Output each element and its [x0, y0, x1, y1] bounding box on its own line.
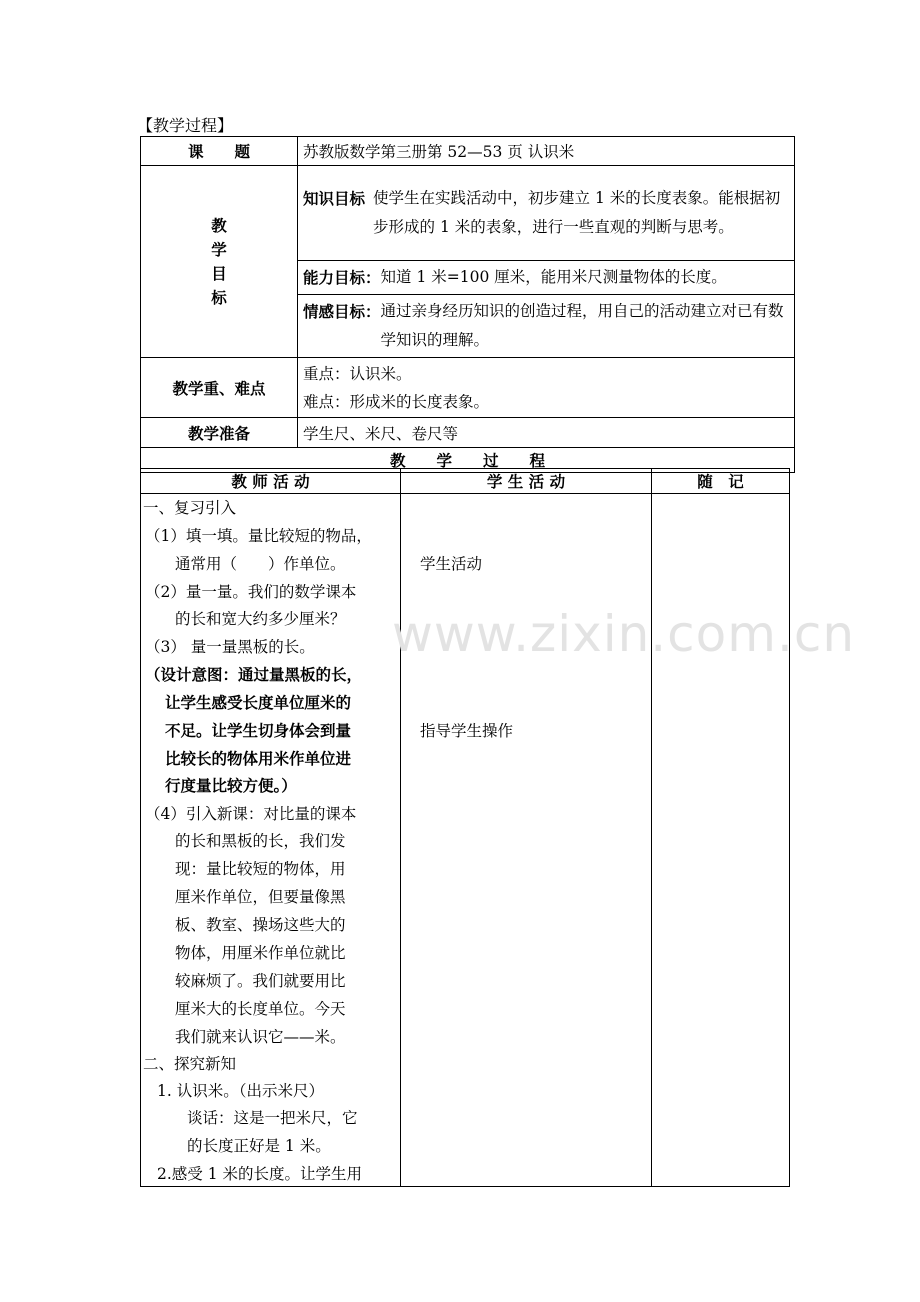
- topic-label: 课 题: [141, 137, 298, 166]
- teacher-activity-header: 教 师 活 动: [141, 469, 401, 494]
- teacher-line: 较麻烦了。我们就要用比: [175, 972, 346, 990]
- student-activity-header: 学 生 活 动: [401, 469, 652, 494]
- teacher-line: 的长度正好是 1 米。: [187, 1137, 331, 1155]
- knowledge-objective-label: 知识目标: [303, 189, 366, 208]
- section-heading: 【教学过程】: [137, 116, 234, 135]
- teacher-line: 的长和宽大约多少厘米？: [175, 610, 346, 628]
- topic-value: 苏教版数学第三册第 52—53 页 认识米: [298, 137, 795, 166]
- process-table: [140, 468, 790, 1187]
- emotion-objective-label: 情感目标：: [303, 302, 381, 321]
- teacher-line: 物体，用厘米作单位就比: [175, 944, 346, 962]
- design-intent-line: 不足。让学生切身体会到量: [165, 721, 352, 740]
- watermark: www.zixin.com.cn: [392, 605, 856, 663]
- teacher-line: （2）量一量。我们的数学课本: [145, 583, 357, 601]
- teacher-activity-cell: [141, 494, 401, 1187]
- teacher-line: （4）引入新课：对比量的课本: [145, 805, 357, 823]
- teacher-line: 厘米大的长度单位。今天: [175, 1000, 346, 1018]
- notes-cell: [652, 494, 790, 1187]
- student-activity-cell: [401, 494, 652, 1187]
- teacher-line: 2.感受 1 米的长度。让学生用: [157, 1165, 363, 1183]
- preparation-label: 教学准备: [141, 418, 298, 448]
- objectives-label: [141, 166, 298, 358]
- teacher-line: （1）填一填。量比较短的物品，: [145, 527, 372, 545]
- ability-objective-label: 能力目标：: [303, 268, 381, 287]
- teacher-line: 我们就来认识它——米。: [175, 1028, 346, 1046]
- key-points: [298, 358, 795, 418]
- objectives-label-char: 教: [211, 215, 227, 235]
- preparation-value: 学生尺、米尺、卷尺等: [298, 418, 795, 448]
- ability-objective: [298, 261, 795, 295]
- teacher-line: 厘米作单位，但要量像黑: [175, 888, 346, 906]
- teacher-line: 板、教室、操场这些大的: [175, 916, 346, 934]
- key-point: 重点：认识米。: [303, 364, 412, 383]
- teacher-line: 二、探究新知: [143, 1055, 237, 1073]
- notes-header: 随 记: [652, 469, 790, 494]
- teacher-line: 谈话：这是一把米尺，它: [187, 1109, 358, 1127]
- student-line: 学生活动: [420, 555, 483, 573]
- objectives-label-char: 标: [211, 287, 227, 307]
- design-intent-line: （设计意图：通过量黑板的长，: [145, 665, 363, 684]
- teacher-line: 现：量比较短的物体，用: [175, 860, 346, 878]
- knowledge-objective-text: 使学生在实践活动中，初步建立 1 米的长度表象。能根据初步形成的 1 米的表象，进行一些直观的判断与思考。: [373, 189, 781, 236]
- design-intent-line: 行度量比较方便。）: [165, 776, 297, 795]
- emotion-objective-text: 通过亲身经历知识的创造过程，用自己的活动建立对已有数学知识的理解。: [380, 302, 784, 349]
- teacher-line: （3） 量一量黑板的长。: [145, 638, 315, 656]
- teacher-line: 一、复习引入: [143, 499, 237, 517]
- objectives-label-char: 学: [211, 239, 227, 259]
- key-points-label: 教学重、难点: [141, 358, 298, 418]
- teacher-line: 1. 认识米。（出示米尺）: [157, 1082, 324, 1100]
- design-intent-line: 比较长的物体用米作单位进: [165, 749, 352, 768]
- student-line: 指导学生操作: [420, 722, 514, 740]
- objectives-label-char: 目: [211, 263, 227, 283]
- lesson-info-table: [140, 136, 795, 473]
- process-title: 教 学 过 程: [141, 448, 795, 473]
- knowledge-objective: [298, 166, 795, 261]
- teacher-line: 的长和黑板的长，我们发: [175, 832, 346, 850]
- emotion-objective: [298, 295, 795, 358]
- ability-objective-text: 知道 1 米=100 厘米，能用米尺测量物体的长度。: [380, 268, 727, 286]
- design-intent-line: 让学生感受长度单位厘米的: [165, 693, 352, 712]
- difficult-point: 难点：形成米的长度表象。: [303, 392, 490, 411]
- teacher-line: 通常用（ ）作单位。: [175, 555, 346, 573]
